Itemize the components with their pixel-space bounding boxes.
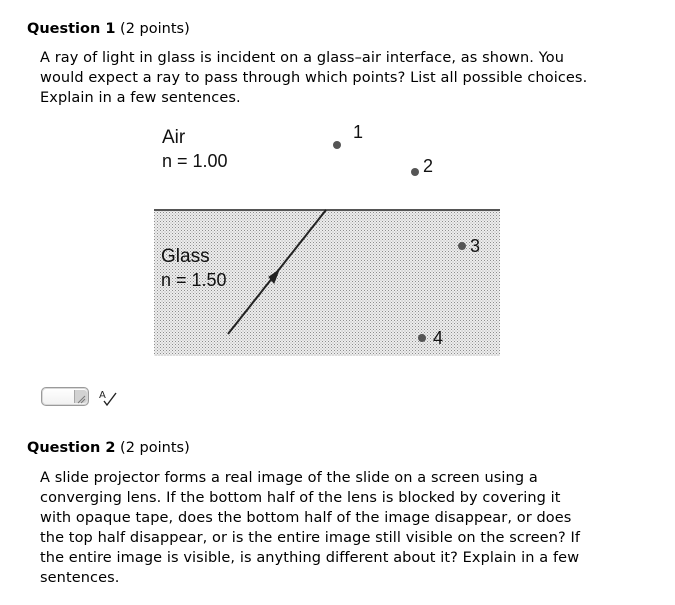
svg-text:A: A: [99, 390, 106, 401]
point-1-label: 1: [353, 122, 364, 142]
point-2-dot: [411, 168, 419, 176]
question-2-line: A slide projector forms a real image of the slide on a screen using a: [40, 470, 538, 486]
question-1-number: Question 1: [27, 21, 116, 37]
question-1-line: A ray of light in glass is incident on a glass–air interface, as shown. You: [40, 50, 565, 66]
question-2-text: [40, 468, 640, 588]
spellcheck-icon[interactable]: [98, 387, 118, 407]
question-1-line: would expect a ray to pass through which points? List all possible choices.: [40, 70, 588, 86]
question-1-heading: [27, 20, 190, 38]
point-4-dot: [418, 334, 426, 342]
glass-index-label: n = 1.50: [161, 270, 227, 290]
question-2-line: the top half disappear, or is the entire image still visible on the screen? If: [40, 530, 581, 546]
grip-icon: [75, 392, 87, 405]
question-2-points: (2 points): [120, 440, 190, 456]
answer-widget: [41, 386, 121, 408]
resize-handle-icon[interactable]: [74, 390, 87, 403]
point-3-label: 3: [470, 236, 481, 256]
question-1-points: (2 points): [120, 21, 190, 37]
question-2-line: converging lens. If the bottom half of the lens is blocked by covering it: [40, 490, 561, 506]
refraction-diagram: [148, 116, 508, 364]
question-2-number: Question 2: [27, 440, 116, 456]
question-1-line: Explain in a few sentences.: [40, 90, 241, 106]
glass-label: Glass: [161, 246, 210, 267]
question-2-line: sentences.: [40, 570, 120, 586]
air-index-label: n = 1.00: [162, 151, 228, 171]
answer-input-toggle[interactable]: [41, 387, 89, 406]
point-3-dot: [458, 242, 466, 250]
point-4-label: 4: [433, 328, 444, 348]
point-2-label: 2: [423, 156, 434, 176]
question-2-heading: [27, 439, 190, 457]
question-2-line: with opaque tape, does the bottom half of the image disappear, or does: [40, 510, 572, 526]
air-label: Air: [162, 127, 186, 148]
question-2-line: the entire image is visible, is anything different about it? Explain in a few: [40, 550, 580, 566]
question-1-text: [40, 48, 640, 108]
point-1-dot: [333, 141, 341, 149]
